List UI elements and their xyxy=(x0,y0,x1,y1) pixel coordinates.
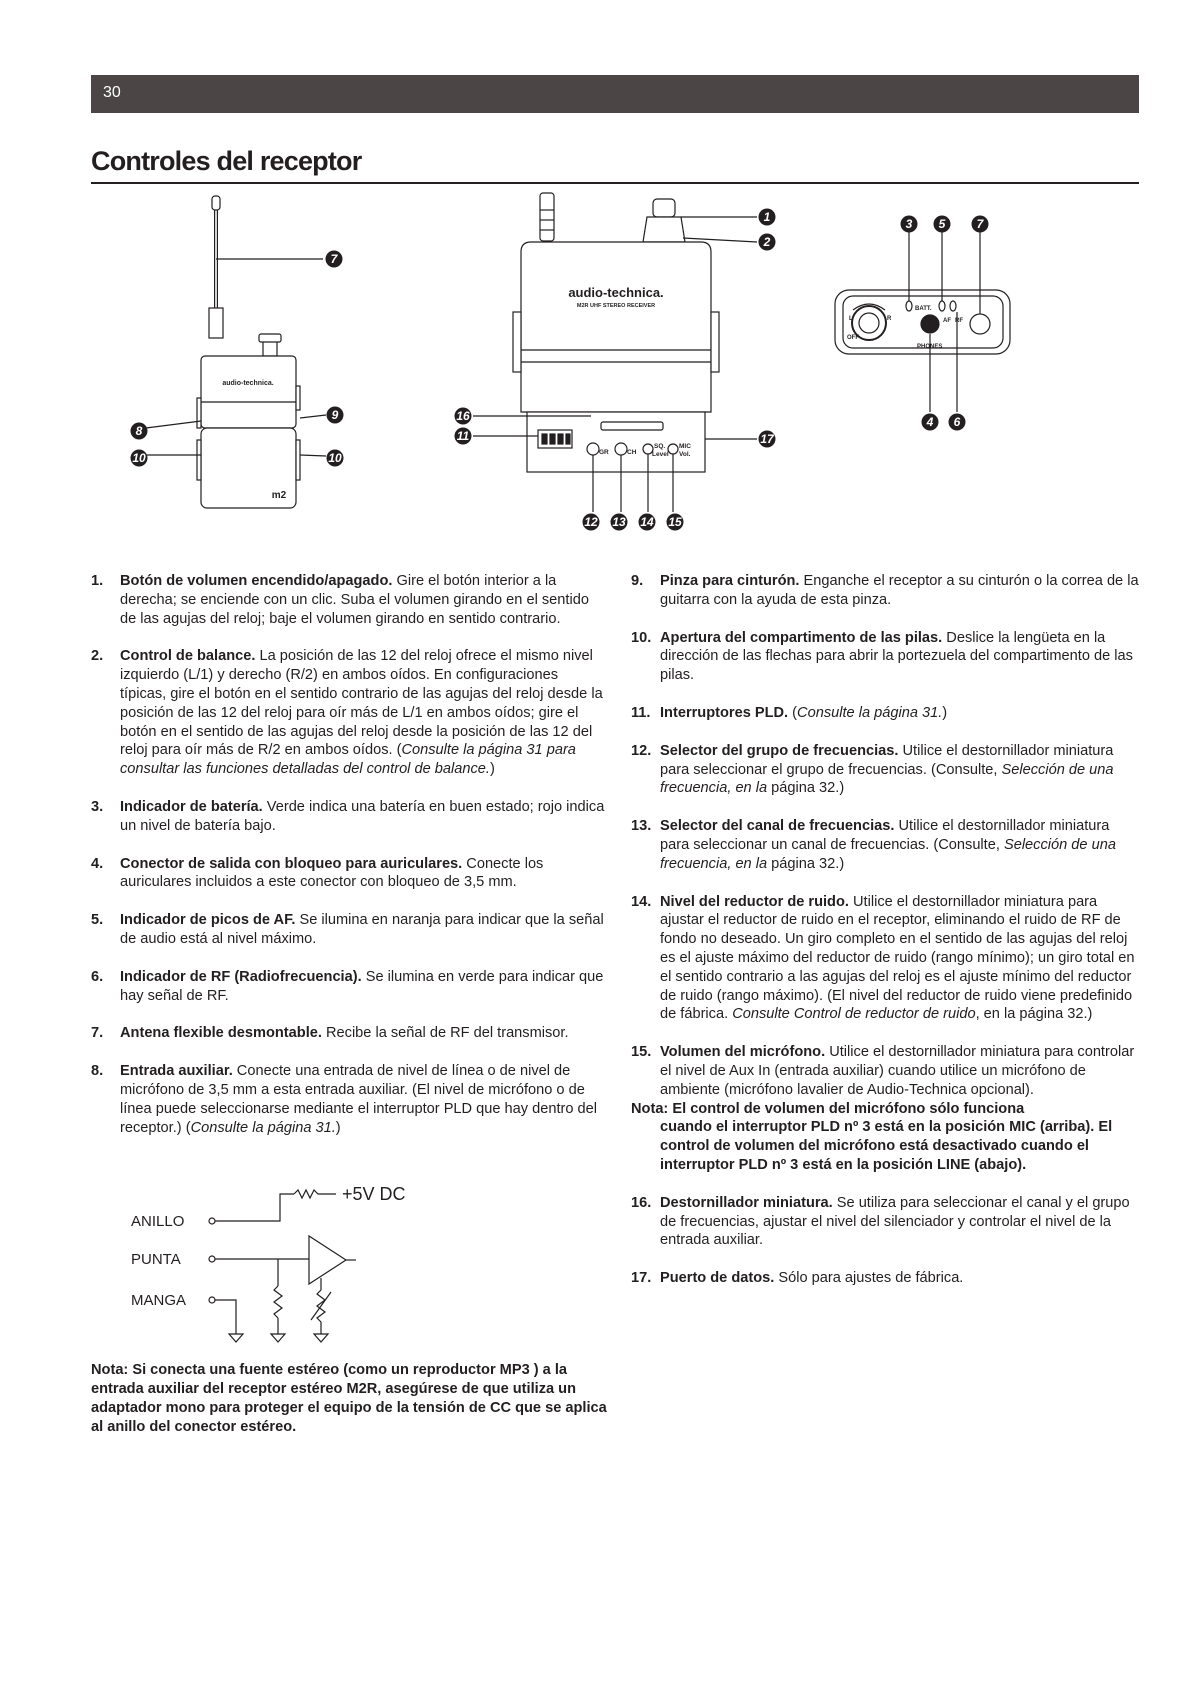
header-bar xyxy=(91,75,1139,113)
label-mic: MIC xyxy=(679,443,691,450)
svg-text:6: 6 xyxy=(953,415,961,429)
list-item-3: 3. Indicador de batería. Verde indica una batería en buen estado; rojo indica un nivel de batería bajo. xyxy=(91,798,605,834)
label-af: AF xyxy=(943,318,951,324)
callout-6 xyxy=(949,414,966,431)
label-level: Level xyxy=(652,451,669,458)
list-item-6: 6. Indicador de RF (Radiofrecuencia). Se ilumina en verde para indicar que hay señal de RF. xyxy=(91,968,604,1004)
callout-9 xyxy=(327,407,344,424)
label-batt: BATT. xyxy=(915,306,932,312)
right-column xyxy=(631,572,1141,1307)
front-model: M2R UHF STEREO RECEIVER xyxy=(576,303,656,309)
list-item-17: 17. Puerto de datos. Sólo para ajustes de fábrica. xyxy=(631,1270,964,1287)
svg-text:4: 4 xyxy=(926,415,934,429)
callout-8 xyxy=(131,423,148,440)
list-item-10: 10. Apertura del compartimento de las pilas. Deslice la lengüeta en la dirección de las flechas para abrir la portezuela del compartimento de las pilas. xyxy=(631,629,1133,684)
side-logo: m2 xyxy=(271,490,287,501)
aux-label-ring: ANILLO xyxy=(131,1213,185,1230)
callout-5 xyxy=(934,216,951,233)
aux-input-schematic xyxy=(131,1182,471,1357)
callout-11 xyxy=(455,428,472,445)
callout-7-rf xyxy=(972,216,989,233)
svg-text:1: 1 xyxy=(763,210,771,224)
label-off: OFF xyxy=(847,335,859,341)
list-item-12: 12. Selector del grupo de frecuencias. Utilice el destornillador miniatura para seleccionar el grupo de frecuencias. (Consulte, Selección de una frecuencia, en la página 32.) xyxy=(631,742,1114,797)
list-item-2: 2. Control de balance. La posición de las 12 del reloj ofrece el mismo nivel izquierdo (L/1) y derecho (R/2) en ambos oídos. En configuraciones típicas, gire el botón en el sentido contrario de las agujas del reloj desde la posición de las 12 del reloj para oír más de L/1 en ambos oídos; gire el botón en el sentido de las agujas del reloj desde la posición de las 12 del reloj para oír más de R/2 en ambos oídos. (Consulte la página 31 para consultar las funciones detalladas del control de balance.) xyxy=(91,648,603,778)
label-phones: PHONES xyxy=(917,344,943,350)
svg-text:17: 17 xyxy=(760,432,774,446)
svg-text:2: 2 xyxy=(763,235,771,249)
label-sq: SQ. xyxy=(654,443,666,450)
callout-15 xyxy=(667,514,684,531)
svg-text:9: 9 xyxy=(331,408,339,422)
callout-7-antenna xyxy=(326,251,343,268)
list-item-1: 1. Botón de volumen encendido/apagado. Gire el botón interior a la derecha; se enciende con un clic. Suba el volumen girando en el sentido de las agujas del reloj; baje el volumen girando en sentido contrario. xyxy=(91,573,589,627)
title-rule xyxy=(91,182,1139,184)
svg-text:8: 8 xyxy=(135,424,143,438)
list-item-9: 9. Pinza para cinturón. Enganche el receptor a su cinturón o la correa de la guitarra con la ayuda de esta pinza. xyxy=(631,573,1139,608)
label-r: R xyxy=(887,316,892,322)
svg-text:14: 14 xyxy=(640,515,654,529)
label-gr: GR xyxy=(599,449,609,456)
callout-12 xyxy=(583,514,600,531)
list-item-15: 15. Volumen del micrófono. Utilice el destornillador miniatura para controlar el nivel de Aux In (entrada auxiliar) cuando utilice un micrófono de ambiente (micrófono lavalier de Audio-Technica opcional). xyxy=(631,1044,1135,1098)
page-number: 30 xyxy=(103,84,121,101)
label-ch: CH xyxy=(627,449,637,456)
callout-13 xyxy=(611,514,628,531)
callout-2 xyxy=(759,234,776,251)
list-item-8: 8. Entrada auxiliar. Conecte una entrada de nivel de línea o de nivel de micrófono de 3,5 mm a esta entrada auxiliar. (El nivel de micrófono o de línea puede seleccionarse mediante el interruptor PLD que hay dentro del receptor.) (Consulte la página 31.) xyxy=(91,1063,598,1136)
side-view xyxy=(146,196,326,508)
receiver-illustrations xyxy=(91,190,1139,540)
svg-text:7: 7 xyxy=(976,217,984,231)
svg-text:5: 5 xyxy=(938,217,946,231)
callout-10-left xyxy=(131,450,148,467)
callout-16 xyxy=(455,408,472,425)
aux-label-sleeve: MANGA xyxy=(131,1292,187,1309)
list-item-13: 13. Selector del canal de frecuencias. Utilice el destornillador miniatura para seleccionar un canal de frecuencias. (Consulte, Selección de una frecuencia, en la página 32.) xyxy=(631,818,1116,872)
svg-text:10: 10 xyxy=(328,451,342,465)
list-item-7: 7. Antena flexible desmontable. Recibe la señal de RF del transmisor. xyxy=(91,1025,569,1042)
aux-voltage: +5V DC xyxy=(342,1184,406,1204)
svg-text:12: 12 xyxy=(584,515,598,529)
mic-volume-note: Nota: El control de volumen del micrófono sólo funciona cuando el interruptor PLD nº 3 está en la posición MIC (arriba). El control de volumen del micrófono está desactivado cuando el interruptor PLD nº 3 está en la posición LINE (abajo). xyxy=(631,1100,1113,1173)
label-rf: RF xyxy=(955,318,963,324)
callout-1 xyxy=(759,209,776,226)
label-vol: Vol. xyxy=(679,451,691,458)
front-brand: audio-technica. xyxy=(568,285,664,300)
side-brand: audio-technica. xyxy=(222,380,274,387)
callout-17 xyxy=(759,431,776,448)
callout-4 xyxy=(922,414,939,431)
svg-text:11: 11 xyxy=(456,429,470,443)
callout-14 xyxy=(639,514,656,531)
callout-3 xyxy=(901,216,918,233)
label-l: L xyxy=(849,316,853,322)
page-title: Controles del receptor xyxy=(91,146,362,176)
list-item-4: 4. Conector de salida con bloqueo para auriculares. Conecte los auriculares incluidos a este conector con bloqueo de 3,5 mm. xyxy=(91,855,544,891)
top-view xyxy=(835,221,1010,412)
front-view xyxy=(473,193,757,512)
left-column xyxy=(91,572,606,1156)
svg-text:3: 3 xyxy=(905,217,913,231)
svg-text:16: 16 xyxy=(456,409,470,423)
stereo-warning-note: Nota: Si conecta una fuente estéreo (como un reproductor MP3 ) a la entrada auxiliar del receptor estéreo M2R, asegúrese de que utiliza un adaptador mono para proteger el equipo de la tensión de CC que se aplica al anillo del conector estéreo. xyxy=(91,1362,607,1435)
svg-text:7: 7 xyxy=(330,252,338,266)
list-item-14: 14. Nivel del reductor de ruido. Utilice el destornillador miniatura para ajustar el reductor de ruido en el receptor, eliminando el ruido de RF de fondo no deseado. Un giro completo en el sentido de las agujas del reloj es el ajuste máximo del reductor de ruido (rango mínimo); un giro total en el sentido contrario a las agujas del reloj es el ajuste mínimo del reductor de ruido (rango máximo). (El nivel del reductor de ruido viene predefinido de fábrica. Consulte Control de reductor de ruido, en la página 32.) xyxy=(631,893,1135,1023)
aux-label-tip: PUNTA xyxy=(131,1251,181,1268)
list-item-16: 16. Destornillador miniatura. Se utiliza para seleccionar el canal y el grupo de frecuencias, ajustar el nivel del silenciador y controlar el nivel de la entrada auxiliar. xyxy=(631,1194,1130,1249)
list-item-11: 11. Interruptores PLD. (Consulte la página 31.) xyxy=(631,704,948,721)
svg-text:15: 15 xyxy=(668,515,682,529)
svg-text:10: 10 xyxy=(132,451,146,465)
list-item-5: 5. Indicador de picos de AF. Se ilumina en naranja para indicar que la señal de audio está al nivel máximo. xyxy=(91,912,604,947)
callout-10-right xyxy=(327,450,344,467)
svg-text:13: 13 xyxy=(612,515,626,529)
